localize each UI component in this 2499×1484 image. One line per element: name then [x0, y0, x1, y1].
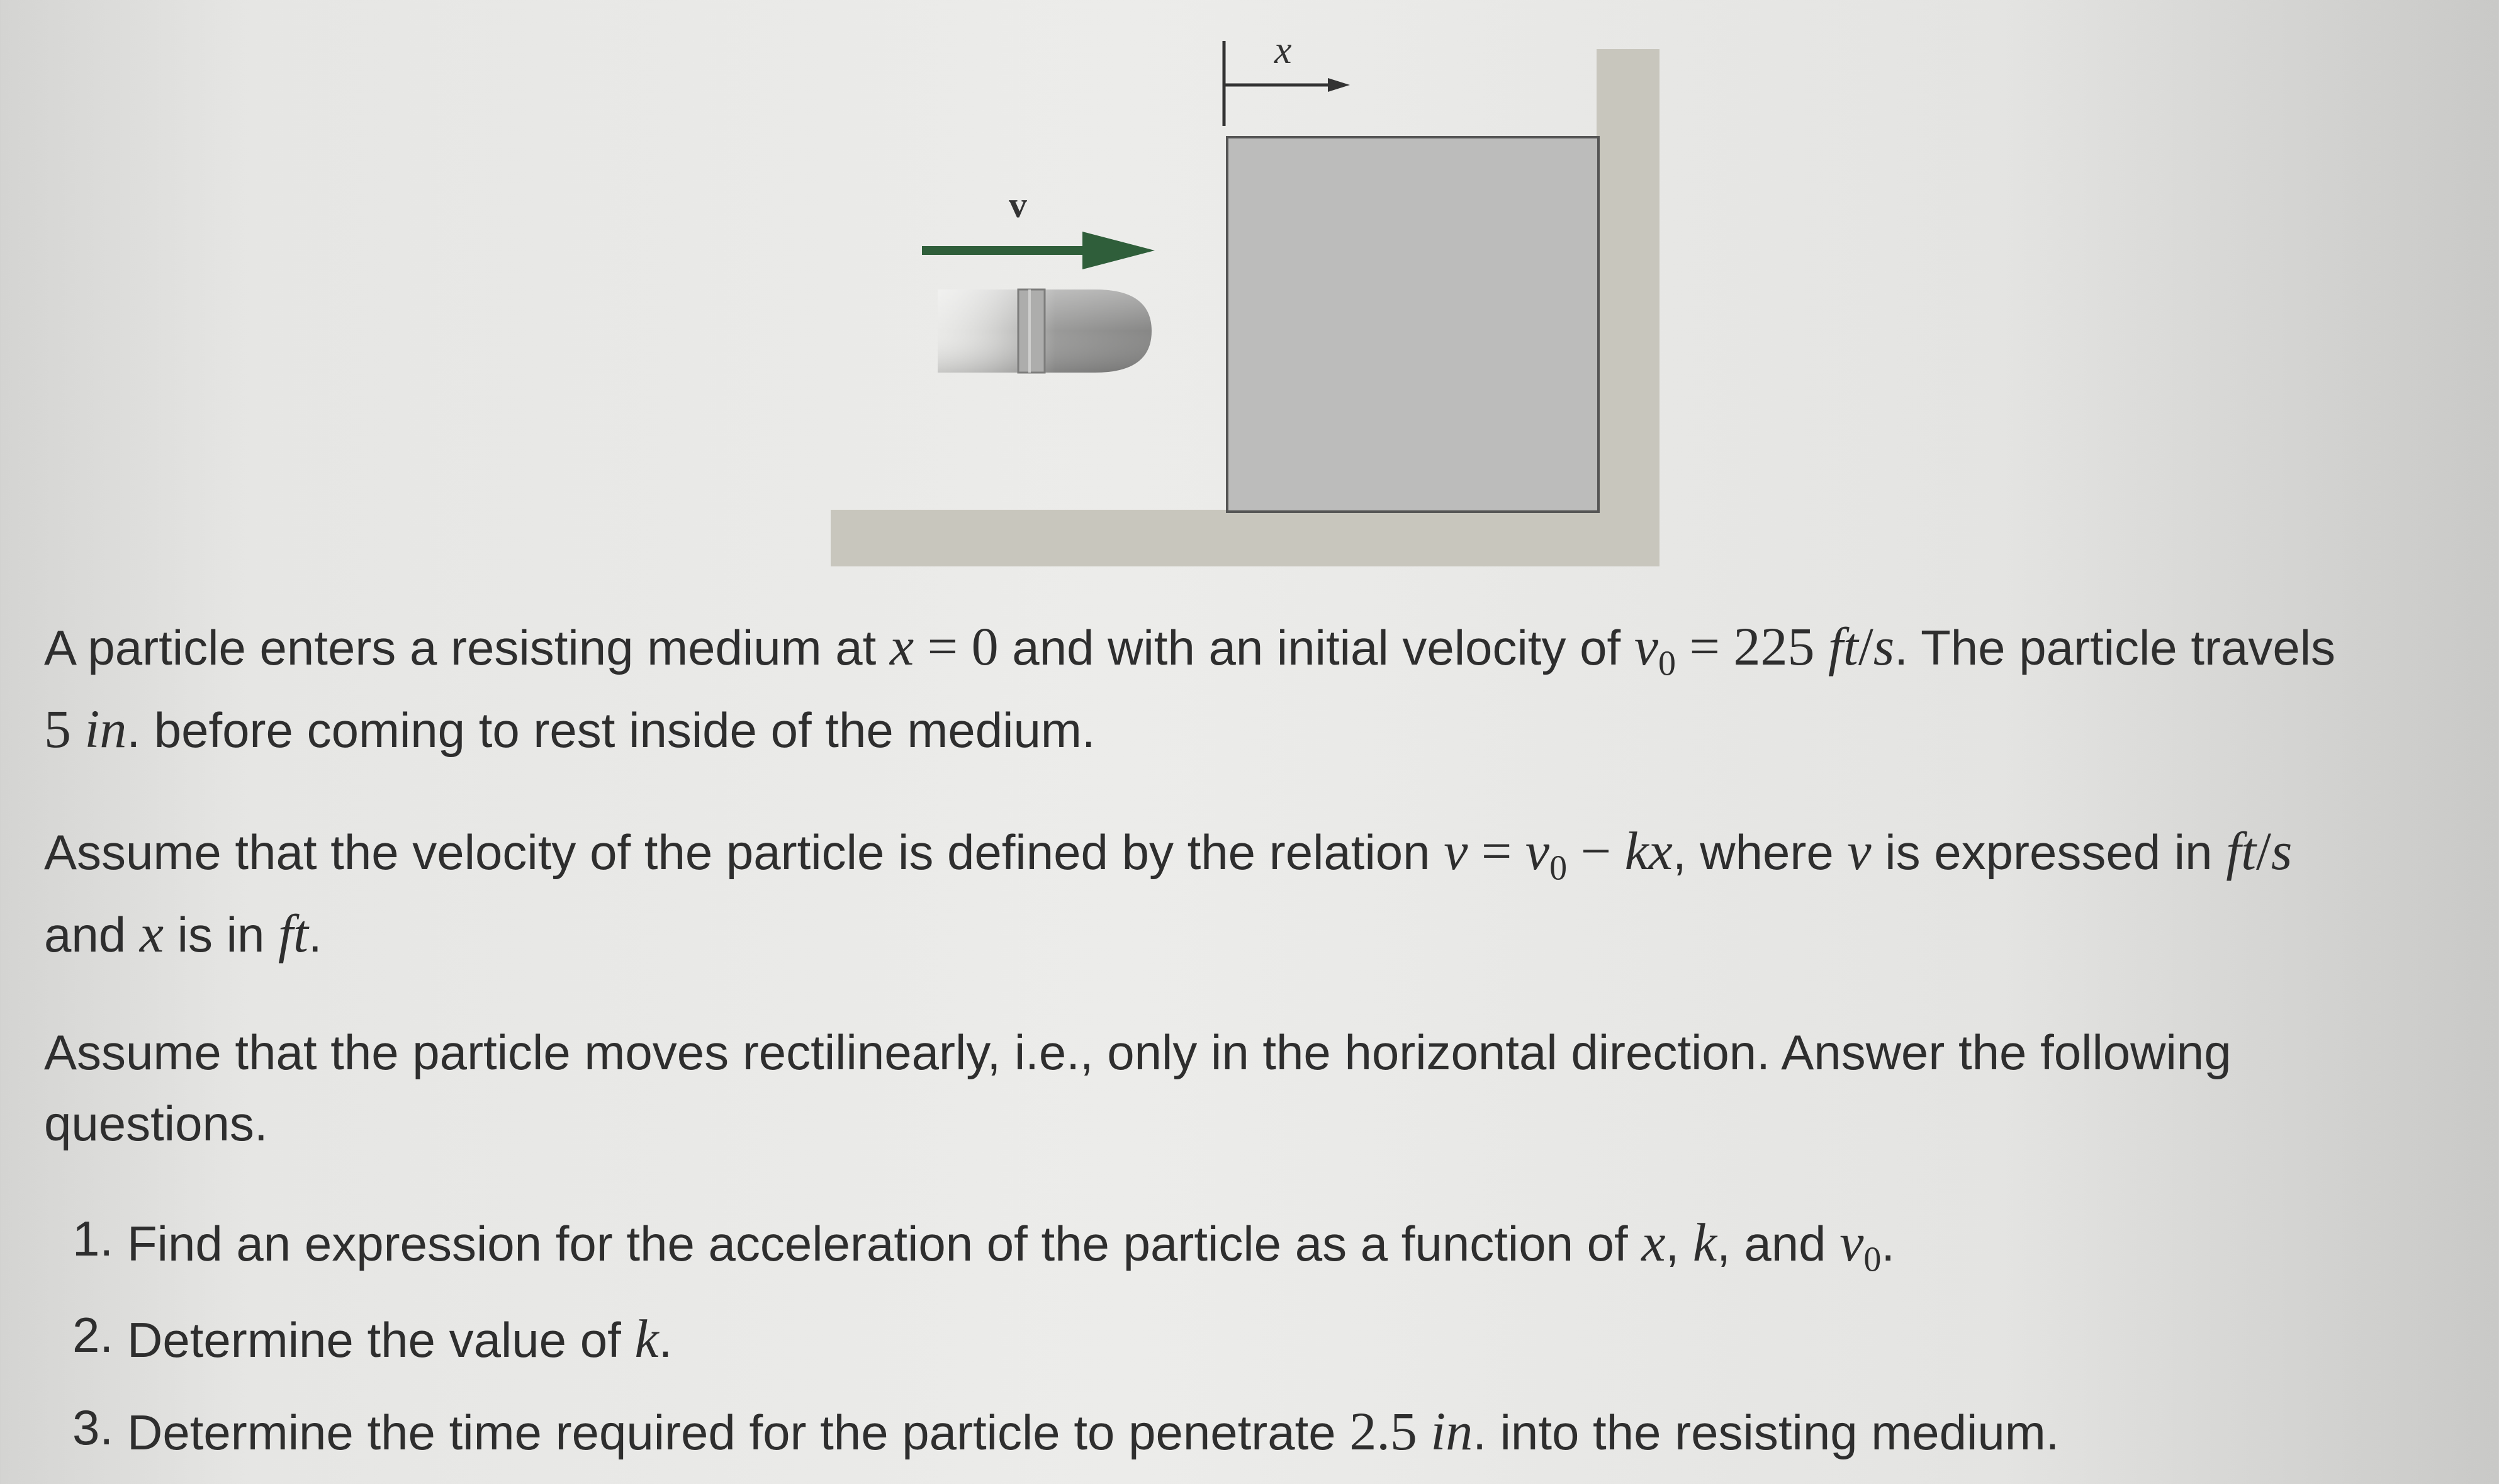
q1-math-x: x: [1641, 1212, 1666, 1273]
math-relation-v: v: [1444, 821, 1468, 882]
p2-text-f: .: [308, 907, 322, 963]
q1-text-b: ,: [1665, 1216, 1693, 1272]
math-unit-s-2: s: [2271, 821, 2293, 882]
question-text: [127, 1203, 1895, 1286]
velocity-arrowhead: [1082, 232, 1155, 269]
problem-statement-paragraph-1: [44, 607, 2373, 768]
q1-text-c: , and: [1717, 1216, 1840, 1272]
math-5: 5: [44, 698, 85, 759]
problem-statement-paragraph-3: Assume that the particle moves rectilinearly, i.e., only in the horizontal direction. Answer the following questions.: [44, 1024, 2232, 1152]
q2-math-k: k: [634, 1308, 659, 1369]
question-number: 2.: [72, 1307, 113, 1363]
x-arrowhead: [1328, 78, 1350, 92]
velocity-arrow-shaft: [922, 246, 1092, 255]
q1-math-v: v: [1839, 1212, 1864, 1273]
p1-text-d: . before coming to rest inside of the medium.: [126, 702, 1096, 758]
math-relation-kx: kx: [1624, 821, 1673, 882]
v-label: v: [1009, 184, 1027, 225]
question-item: [44, 1392, 2373, 1471]
q1-math-k: k: [1692, 1212, 1717, 1273]
math-relation-subscript-0: 0: [1549, 849, 1568, 889]
question-text: [127, 1392, 2059, 1471]
p2-text-a: Assume that the velocity of the particle is defined by the relation: [44, 824, 1444, 880]
q3-text-a: Determine the time required for the particle to penetrate: [127, 1404, 1350, 1460]
p2-text-e: is in: [163, 907, 279, 963]
p1-text-c: . The particle travels: [1894, 620, 2336, 675]
math-subscript-0: 0: [1658, 644, 1676, 683]
p2-text-c: is expressed in: [1871, 824, 2227, 880]
bullet-band: [1018, 289, 1045, 373]
question-list: [44, 1203, 2373, 1470]
question-number: 3.: [72, 1399, 113, 1455]
math-unit-ft: ft: [1828, 616, 1858, 677]
problem-statement-paragraph-2: [44, 812, 2373, 972]
question-text: [127, 1300, 672, 1378]
floor: [831, 510, 1659, 566]
math-equals-225: = 225: [1676, 616, 1829, 677]
math-unit-s: s: [1873, 616, 1895, 677]
math-unit-in: in: [84, 698, 127, 759]
math-unit-ft-3: ft: [278, 903, 308, 964]
math-slash-2: /: [2255, 821, 2271, 882]
particle-medium-diagram: [818, 25, 1699, 579]
question-item: [44, 1203, 2373, 1286]
math-v: v: [1634, 616, 1659, 677]
math-slash: /: [1858, 616, 1873, 677]
p1-text-a: A particle enters a resisting medium at: [44, 620, 890, 675]
math-relation-v0: v: [1525, 821, 1550, 882]
q3-math-unit-in: in: [1430, 1400, 1473, 1461]
x-label: x: [1274, 29, 1292, 72]
math-x-var: x: [139, 903, 164, 964]
p1-text-b: and with an initial velocity of: [998, 620, 1634, 675]
wall: [1597, 49, 1659, 566]
math-relation-minus: −: [1567, 821, 1625, 882]
question-item: [44, 1300, 2373, 1378]
math-equals-zero: = 0: [914, 616, 999, 677]
question-number: 1.: [72, 1211, 113, 1267]
problem-figure: [818, 25, 1699, 579]
q2-text-b: .: [658, 1312, 673, 1368]
math-relation-equals: =: [1468, 821, 1525, 882]
q1-text-a: Find an expression for the acceleration of the particle as a function of: [127, 1216, 1642, 1272]
q2-text-a: Determine the value of: [127, 1312, 635, 1368]
problem-text: [44, 607, 2373, 1484]
p2-text-d: and: [44, 907, 140, 963]
math-x: x: [889, 616, 914, 677]
math-unit-ft-2: ft: [2226, 821, 2256, 882]
q1-text-d: .: [1881, 1216, 1895, 1272]
q1-math-subscript-0: 0: [1863, 1240, 1882, 1279]
p2-text-b: , where: [1672, 824, 1848, 880]
q3-text-b: . into the resisting medium.: [1473, 1404, 2060, 1460]
math-v-var: v: [1847, 821, 1872, 882]
q3-math-2-5: 2.5: [1349, 1400, 1431, 1461]
resisting-medium-block: [1227, 137, 1598, 512]
